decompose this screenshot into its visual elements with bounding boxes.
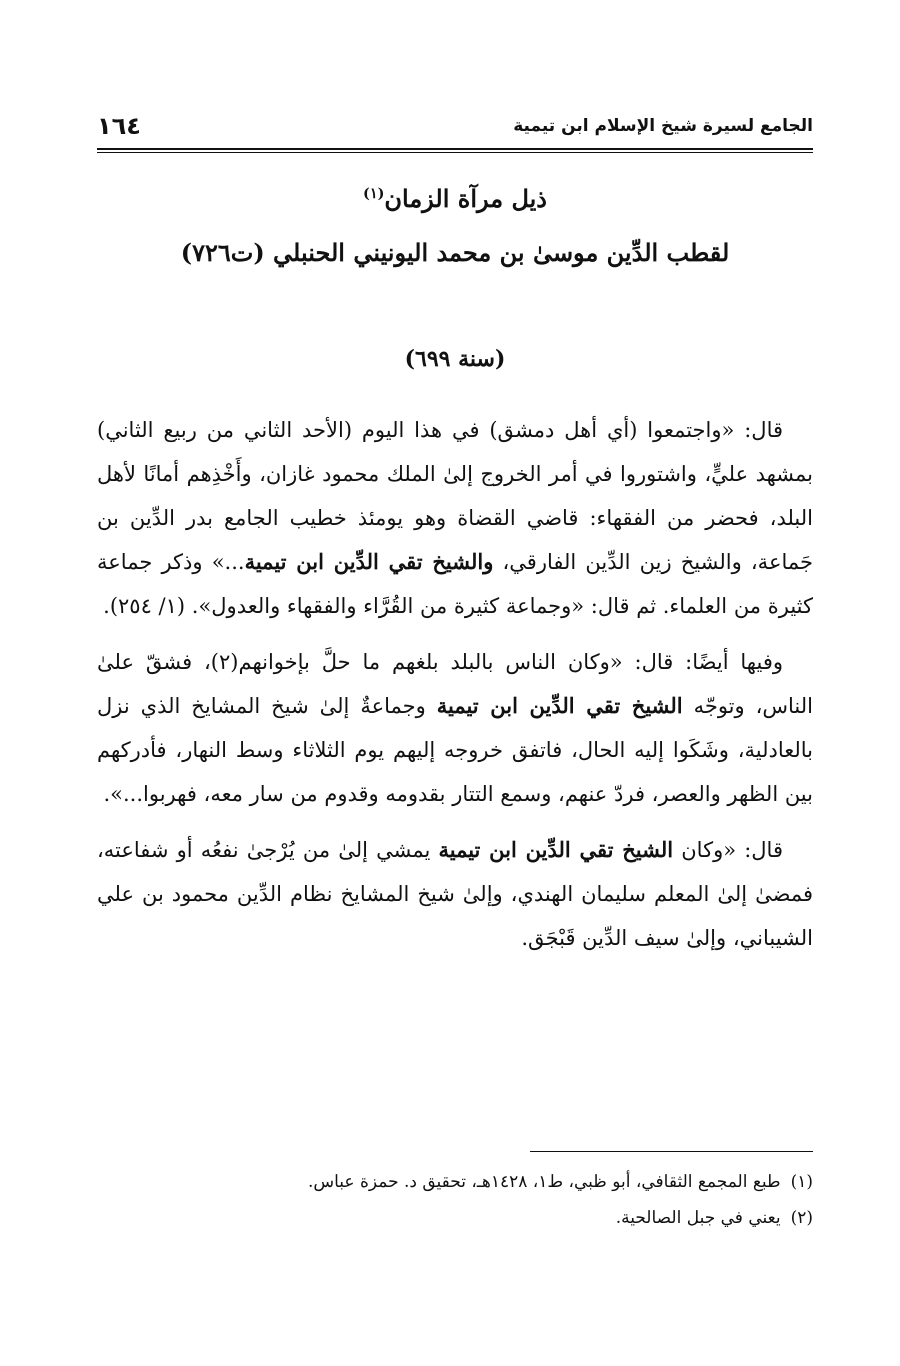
paragraph xyxy=(97,640,813,816)
footnote-rule xyxy=(530,1151,813,1152)
text-run: وجماعةٌ إلىٰ شيخ المشايخ الذي نزل بالعادلية، وشَكَوا إليه الحال، فاتفق خروجه إليهم يوم الثلاثاء وسط النهار، فأدركهم بين الظهر والعصر، فردّ عنهم، وسمع التتار بقدومه وقدوم من سار معه، فهربوا...». xyxy=(97,694,813,806)
text-run: قال: «وكان xyxy=(673,838,783,862)
chapter-title-text: ذيل مرآة الزمان xyxy=(384,184,547,213)
footnote xyxy=(97,1164,813,1200)
chapter-subtitle: لقطب الدِّين موسىٰ بن محمد اليونيني الحنبلي (ت٧٢٦) xyxy=(180,238,730,267)
body-text xyxy=(97,408,813,972)
footnote-text: طبع المجمع الثقافي، أبو ظبي، ط١، ١٤٢٨هـ، تحقيق د. حمزة عباس. xyxy=(307,1172,781,1192)
text-run: يمشي إلىٰ من يُرْجىٰ نفعُه أو شفاعته، فمضىٰ إلىٰ المعلم سليمان الهندي، وإلىٰ شيخ المشايخ نظام الدِّين محمود بن علي الشيباني، وإلىٰ سيف الدِّين قَبْجَق. xyxy=(97,838,813,950)
text-run-bold: الشيخ تقي الدِّين ابن تيمية xyxy=(438,837,674,862)
header-rule xyxy=(97,148,813,150)
footnote-number: (٢) xyxy=(790,1208,813,1228)
footnote-text: يعني في جبل الصالحية. xyxy=(615,1208,781,1228)
text-run-bold: الشيخ تقي الدِّين ابن تيمية xyxy=(436,693,683,718)
text-run: قال: «واجتمعوا (أي أهل دمشق) في هذا اليوم (الأحد الثاني من ربيع الثاني) بمشهد عليٍّ، واشتوروا في أمر الخروج إلىٰ الملك محمود غازان، وأَخْذِهم أمانًا لأهل البلد، فحضر من الفقهاء: قاضي القضاة وهو يومئذ خطيب الجامع بدر الدِّين بن جَماعة، والشيخ زين الدِّين الفارقي، xyxy=(97,418,813,574)
footnotes xyxy=(97,1164,813,1236)
footnote-number: (١) xyxy=(790,1172,813,1192)
header-rule-thin xyxy=(97,152,813,153)
text-run-bold: والشيخ تقي الدِّين ابن تيمية xyxy=(244,549,494,574)
footnote xyxy=(97,1200,813,1236)
footnote-ref: (١) xyxy=(363,185,385,202)
running-title: الجامع لسيرة شيخ الإسلام ابن تيمية xyxy=(513,116,813,136)
paragraph xyxy=(97,408,813,628)
chapter-title xyxy=(97,184,813,213)
text-run: وفيها أيضًا: قال: «وكان الناس بالبلد بلغهم ما حلَّ بإخوانهم(٢)، فشقّ علىٰ الناس، وتوجّه xyxy=(97,650,814,718)
page-number: ١٦٤ xyxy=(97,112,141,140)
section-year: (سنة ٦٩٩) xyxy=(404,346,506,372)
text-run: ...» وذكر جماعة كثيرة من العلماء. ثم قال: «وجماعة كثيرة من القُرَّاء والفقهاء والعدول». (١/ ٢٥٤). xyxy=(97,550,813,618)
paragraph xyxy=(97,828,813,960)
running-header xyxy=(97,112,813,148)
